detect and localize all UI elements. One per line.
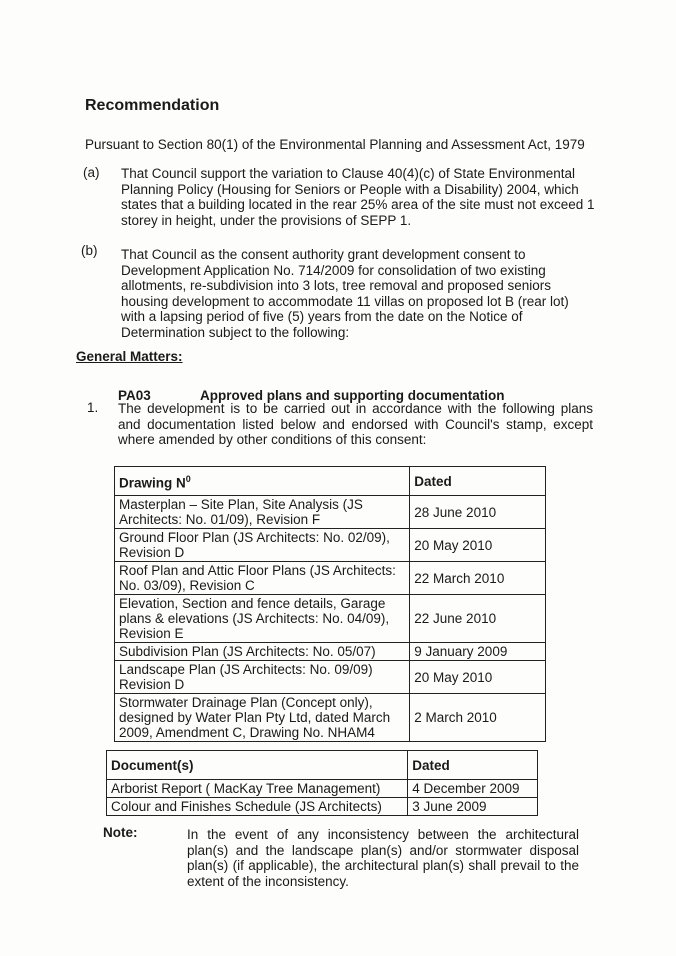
intro-text: Pursuant to Section 80(1) of the Environmental Planning and Assessment Act, 1979: [85, 137, 585, 152]
document-cell: Arborist Report ( MacKay Tree Management): [107, 780, 408, 798]
table-row: [115, 643, 546, 661]
item-a-label: (a): [83, 165, 100, 180]
drawing-header: Drawing $N^0$: [115, 467, 410, 496]
table-header-row: [115, 467, 546, 496]
document-header: Document(s): [107, 751, 408, 780]
drawing-cell: Subdivision Plan (JS Architects: No. 05/07): [115, 643, 410, 661]
date-cell: 4 December 2009: [408, 780, 538, 798]
drawing-cell: Landscape Plan (JS Architects: No. 09/09) Revision D: [115, 661, 410, 694]
table-row: [115, 694, 546, 742]
note-text: In the event of any inconsistency between the architectural plan(s) and the landscape plan(s) and/or stormwater disposal plan(s) (if applicable), the architectural plan(s) shall prevail to the extent of the inconsistency.: [187, 827, 579, 889]
drawing-cell: Roof Plan and Attic Floor Plans (JS Architects: No. 03/09), Revision C: [115, 562, 410, 595]
document-cell: Colour and Finishes Schedule (JS Architects): [107, 798, 408, 816]
table-row: [107, 780, 538, 798]
item-b-label: (b): [81, 243, 98, 258]
dated-header: Dated: [410, 467, 546, 496]
item-b-text: That Council as the consent authority grant development consent to Development Application No. 714/2009 for consolidation of two existing allotments, re-subdivision into 3 lots, tree removal and proposed seniors housing development to accommodate 11 villas on proposed lot B (rear lot) with a lapsing period of five (5) years from the date on the Notice of Determination subject to the following:: [121, 247, 569, 340]
drawings-table: [114, 466, 546, 742]
drawing-cell: Ground Floor Plan (JS Architects: No. 02/09), Revision D: [115, 529, 410, 562]
date-cell: 22 June 2010: [410, 595, 546, 643]
section-heading: General Matters:: [76, 349, 183, 364]
date-cell: 9 January 2009: [410, 643, 546, 661]
table-row: [115, 661, 546, 694]
table-header-row: [107, 751, 538, 780]
drawing-cell: Stormwater Drainage Plan (Concept only), designed by Water Plan Pty Ltd, dated March 2009, Amendment C, Drawing No. NHAM4: [115, 694, 410, 742]
dated-header: Dated: [408, 751, 538, 780]
date-cell: 22 March 2010: [410, 562, 546, 595]
table-row: [115, 496, 546, 529]
date-cell: 3 June 2009: [408, 798, 538, 816]
condition-number: 1.: [87, 400, 99, 415]
drawing-cell: Masterplan – Site Plan, Site Analysis (JS Architects: No. 01/09), Revision F: [115, 496, 410, 529]
page-title: Recommendation: [85, 97, 220, 114]
date-cell: 20 May 2010: [410, 529, 546, 562]
date-cell: 2 March 2010: [410, 694, 546, 742]
table-row: [115, 562, 546, 595]
condition-text: The development is to be carried out in accordance with the following plans and documentation listed below and endorsed with Council's stamp, except where amended by other conditions of this consent:: [118, 401, 593, 447]
table-row: [115, 529, 546, 562]
drawing-cell: Elevation, Section and fence details, Garage plans & elevations (JS Architects: No. 04/09), Revision E: [115, 595, 410, 643]
note-label: Note:: [103, 825, 138, 840]
table-row: [107, 798, 538, 816]
table-row: [115, 595, 546, 643]
date-cell: 20 May 2010: [410, 661, 546, 694]
condition-title: Approved plans and supporting documentation: [200, 388, 505, 403]
documents-table: [106, 750, 538, 816]
condition-code: PA03: [118, 388, 151, 403]
item-a-text: That Council support the variation to Clause 40(4)(c) of State Environmental Planning Policy (Housing for Seniors or People with a Disability) 2004, which states that a building located in the rear 25% area of the site must not exceed 1 storey in height, under the provisions of SEPP 1.: [121, 166, 595, 228]
date-cell: 28 June 2010: [410, 496, 546, 529]
